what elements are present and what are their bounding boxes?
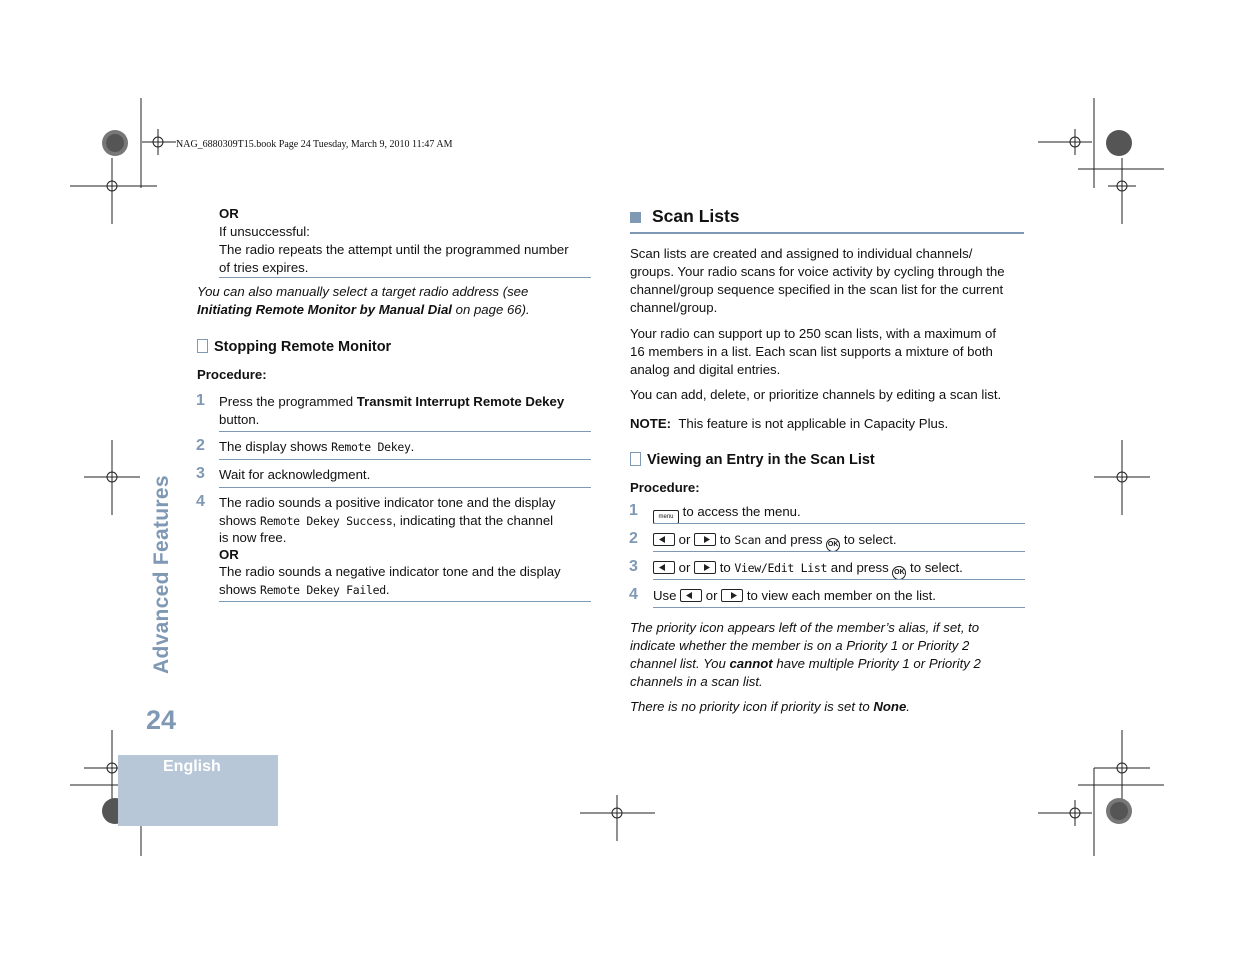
note-text: This feature is not applicable in Capacity Plus. (678, 416, 949, 431)
right-arrow-key-icon (721, 589, 743, 602)
note-line: channel list. You (630, 656, 730, 671)
divider (219, 277, 591, 278)
step-text: and press (760, 532, 827, 547)
scan-lists-para1 (630, 245, 1030, 317)
note-line: indicate whether the member is on a Priority 1 or Priority 2 (630, 638, 970, 653)
step-4-text (653, 587, 1025, 605)
step-text-line2: button. (219, 412, 260, 427)
display-text: View/Edit List (734, 561, 828, 575)
cannot-emphasis: cannot (729, 656, 773, 671)
step-text: Press the programmed (219, 394, 357, 409)
divider (653, 579, 1025, 580)
or-text: or (705, 588, 718, 603)
step-text: to (716, 560, 735, 575)
no-priority-note (630, 698, 1030, 716)
procedure-label: Procedure: (630, 480, 700, 495)
step-text: is now free. (219, 530, 287, 545)
none-emphasis: None (873, 699, 907, 714)
right-arrow-key-icon (694, 533, 716, 546)
step-text: shows (219, 582, 261, 597)
step-number: 4 (196, 493, 205, 510)
repeat-text-line1: The radio repeats the attempt until the programmed number (219, 242, 569, 257)
menu-key-icon: menu (653, 510, 679, 524)
note-line: channels in a scan list. (630, 674, 763, 689)
display-text: Remote Dekey Failed (260, 583, 386, 597)
note-line: The priority icon appears left of the member’s alias, if set, to (630, 620, 980, 635)
paragraph-line: 16 members in a list. Each scan list supports a mixture of both (630, 344, 993, 359)
step-text: Use (653, 588, 681, 603)
paragraph-line: analog and digital entries. (630, 362, 781, 377)
left-column-intro (219, 205, 591, 277)
step-text: shows (219, 513, 261, 528)
step-text: The radio sounds a negative indicator tone and the display (219, 564, 561, 579)
repeat-text-line2: of tries expires. (219, 260, 309, 275)
note-line: . (906, 699, 910, 714)
language-label: English (163, 758, 221, 775)
step-2-text (219, 438, 591, 456)
transmit-interrupt-label: Transmit Interrupt Remote Dekey (356, 394, 565, 409)
step-text-tail: . (410, 439, 415, 454)
subsection-title: Viewing an Entry in the Scan List (647, 452, 875, 468)
step-number: 3 (196, 465, 205, 482)
ok-key-icon: OK (892, 566, 906, 580)
paragraph-line: Your radio can support up to 250 scan lists, with a maximum of (630, 326, 997, 341)
step-text: to select. (906, 560, 963, 575)
step-text: . (385, 582, 390, 597)
paragraph-line: groups. Your radio scans for voice activity by cycling through the (630, 264, 1005, 279)
page-number: 24 (146, 705, 177, 735)
title-rule (630, 232, 1024, 234)
step-text: to access the menu. (679, 504, 801, 519)
or-label: OR (219, 206, 239, 221)
step-3-text: Wait for acknowledgment. (219, 467, 371, 482)
or-label: OR (219, 547, 239, 562)
paragraph-line: channel/group. (630, 300, 718, 315)
step-text: to (716, 532, 735, 547)
display-text: Remote Dekey (331, 440, 411, 454)
step-number: 2 (629, 530, 638, 547)
note-line: There is no priority icon if priority is set to (630, 699, 874, 714)
step-number: 1 (629, 502, 638, 519)
divider (653, 523, 1025, 524)
section-marker-icon (630, 212, 641, 223)
note-line: have multiple Priority 1 or Priority 2 (772, 656, 981, 671)
paragraph-line: Scan lists are created and assigned to individual channels/ (630, 246, 973, 261)
left-arrow-key-icon (653, 533, 675, 546)
priority-icon-note (630, 619, 1030, 691)
print-info-header: NAG_6880309T15.book Page 24 Tuesday, March 9, 2010 11:47 AM (176, 139, 453, 150)
step-number: 2 (196, 437, 205, 454)
subsection-title: Stopping Remote Monitor (214, 339, 392, 355)
step-text: to view each member on the list. (743, 588, 936, 603)
divider (219, 459, 591, 460)
display-text: Scan (734, 533, 761, 547)
step-text: to select. (840, 532, 897, 547)
note-block (630, 415, 1030, 433)
step-1-text (219, 393, 591, 429)
procedure-label: Procedure: (197, 367, 267, 382)
step-number: 1 (196, 392, 205, 409)
display-text: Remote Dekey Success (260, 514, 393, 528)
ok-key-icon: OK (826, 538, 840, 552)
step-4-text (219, 494, 591, 599)
step-3-text (653, 559, 1025, 580)
scan-lists-title: Scan Lists (652, 206, 740, 226)
manual-dial-note (197, 283, 591, 319)
language-tab (118, 755, 278, 826)
step-number: 3 (629, 558, 638, 575)
divider (219, 431, 591, 432)
note-line1: You can also manually select a target radio address (see (197, 284, 529, 299)
step-2-text (653, 531, 1025, 552)
divider (653, 607, 1025, 608)
right-arrow-key-icon (694, 561, 716, 574)
note-tail: on page 66). (451, 302, 530, 317)
scan-lists-para3: You can add, delete, or prioritize channels by editing a scan list. (630, 387, 1002, 402)
paragraph-line: channel/group sequence specified in the scan list for the current (630, 282, 1004, 297)
step-text: , indicating that the channel (392, 513, 554, 528)
divider (219, 601, 591, 602)
unsuccessful-label: If unsuccessful: (219, 224, 310, 239)
step-number: 4 (629, 586, 638, 603)
viewing-entry-heading (630, 452, 875, 468)
step-1-text (653, 503, 1025, 524)
left-arrow-key-icon (680, 589, 702, 602)
procedure-icon (630, 452, 641, 466)
scan-lists-para2 (630, 325, 1030, 379)
stopping-remote-monitor-heading (197, 339, 391, 355)
step-text: and press (827, 560, 893, 575)
procedure-icon (197, 339, 208, 353)
step-text: The display shows (219, 439, 332, 454)
or-text: or (678, 560, 691, 575)
divider (653, 551, 1025, 552)
or-text: or (678, 532, 691, 547)
note-label: NOTE: (630, 416, 672, 431)
manual-dial-link[interactable]: Initiating Remote Monitor by Manual Dial (197, 302, 452, 317)
section-sidebar-label: Advanced Features (150, 475, 173, 674)
step-text: The radio sounds a positive indicator tone and the display (219, 495, 556, 510)
divider (219, 487, 591, 488)
left-arrow-key-icon (653, 561, 675, 574)
